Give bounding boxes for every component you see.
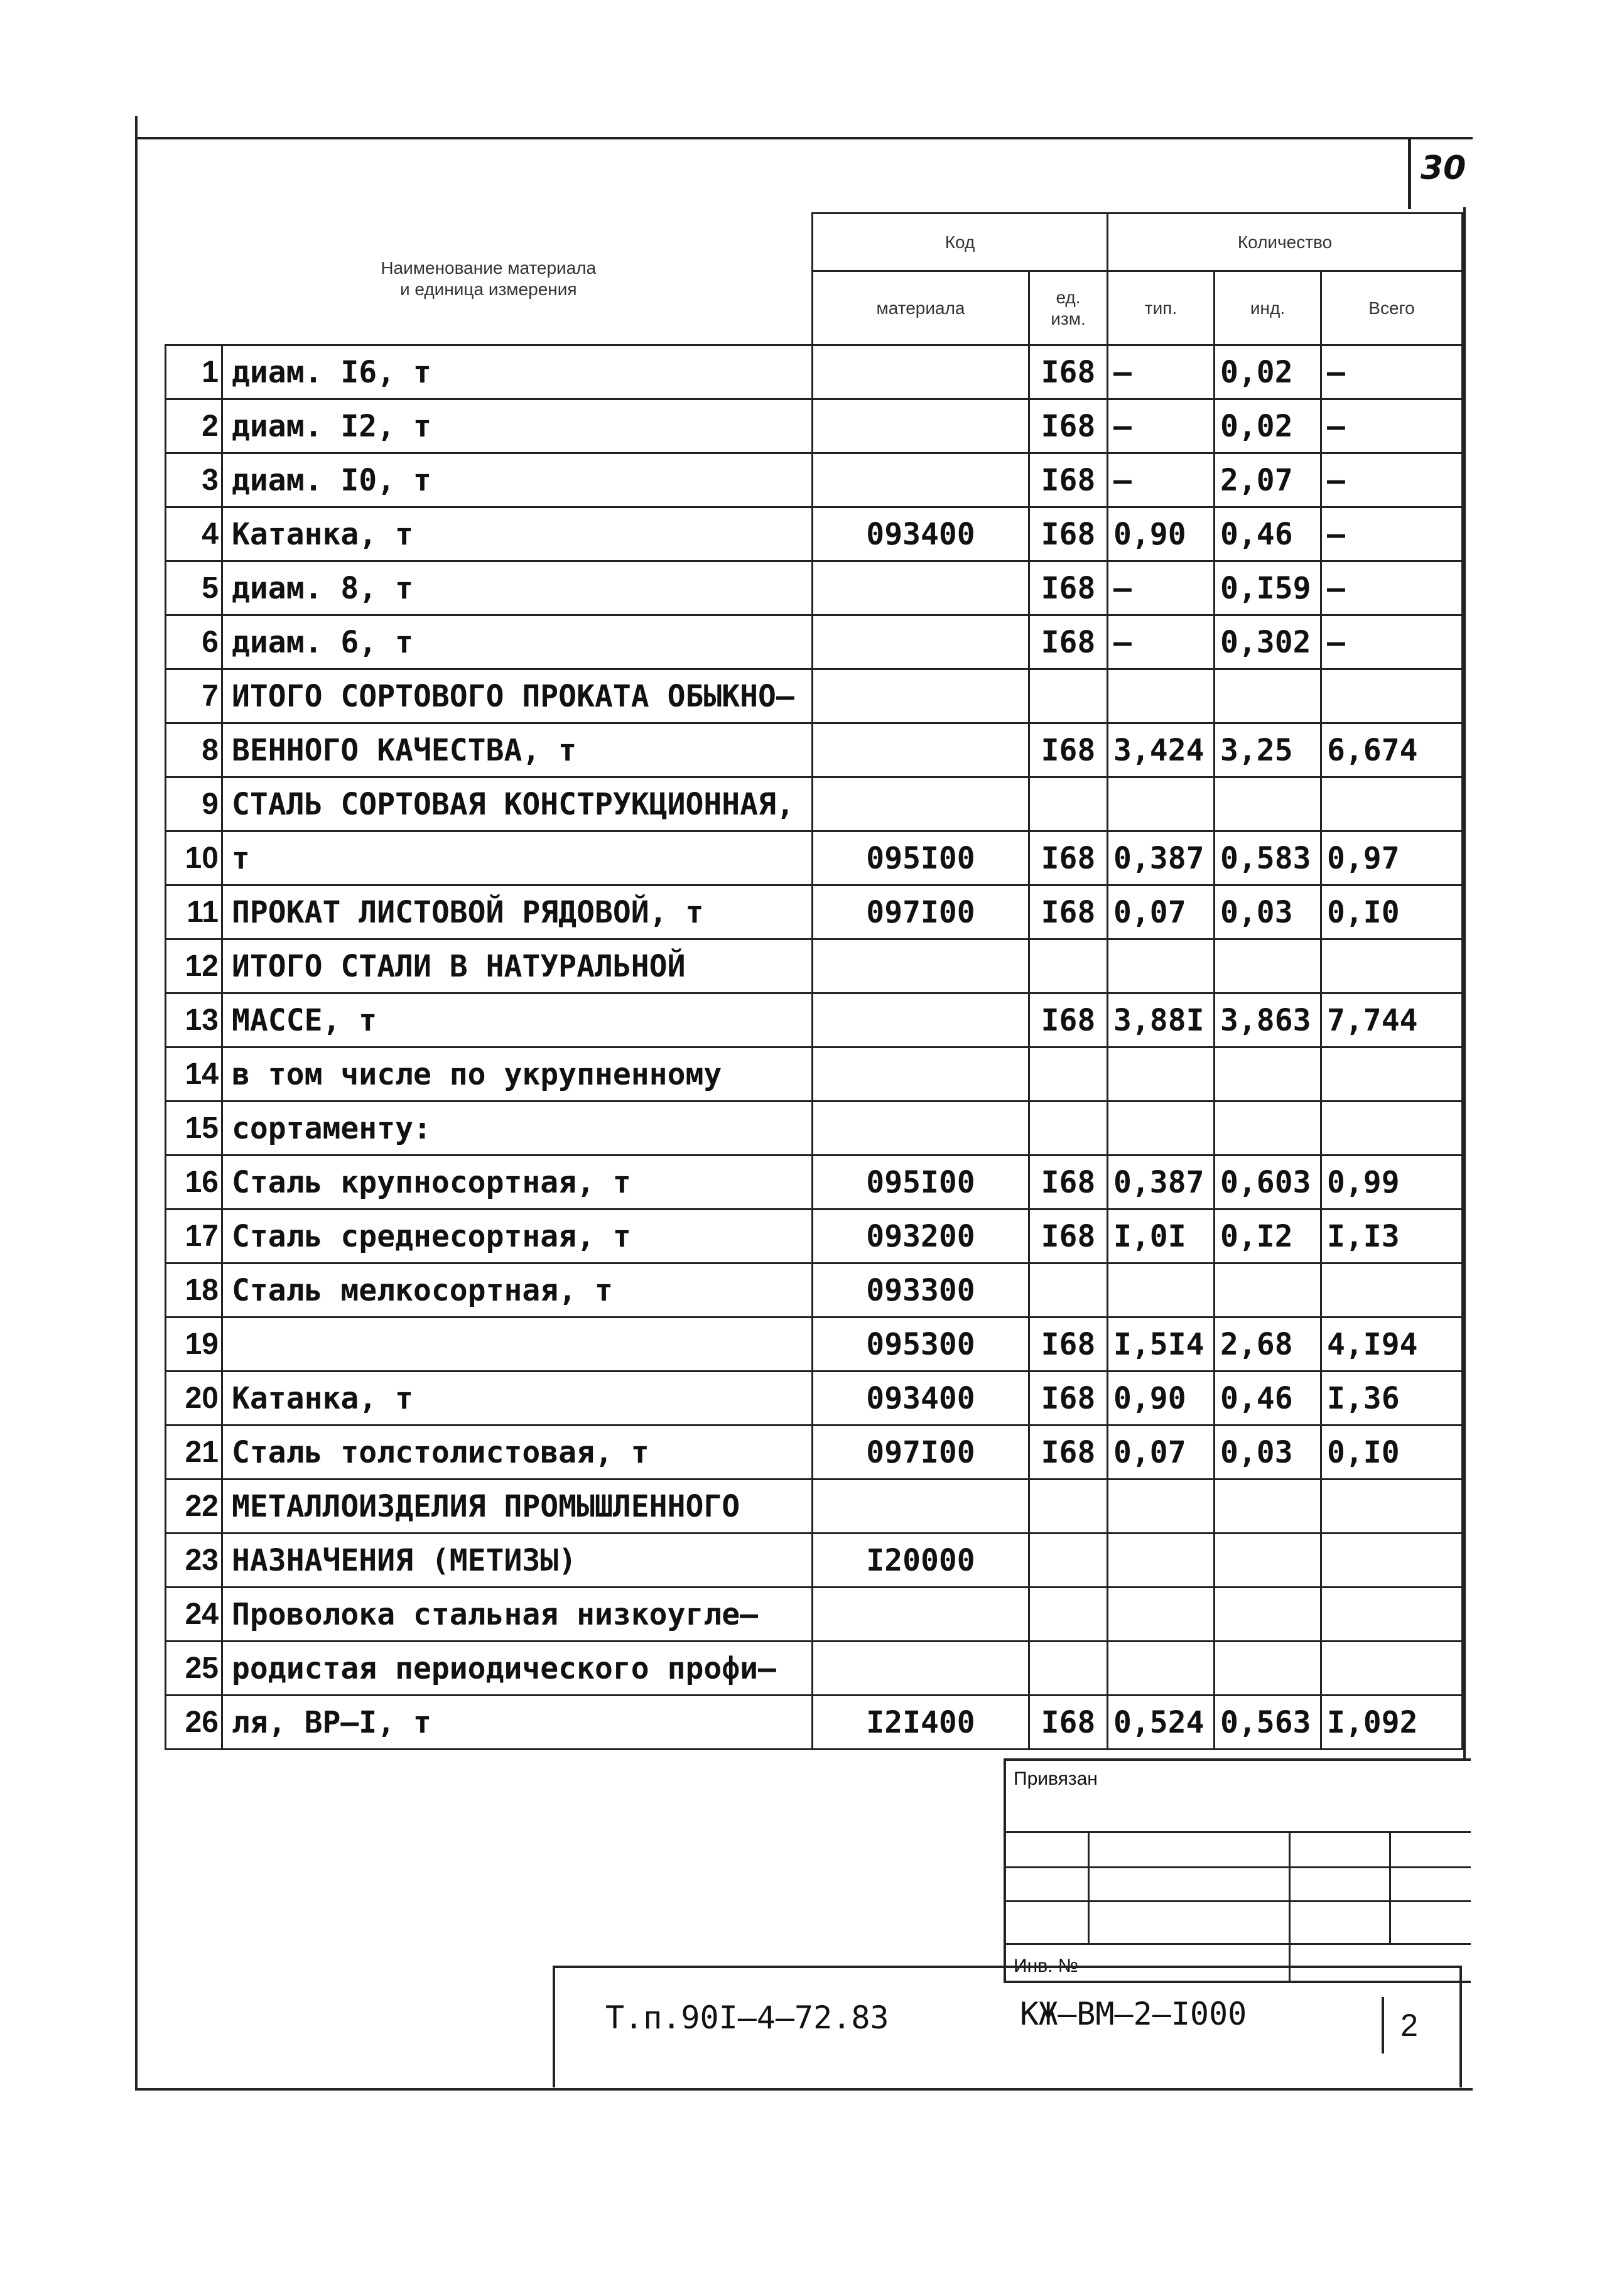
row-qty-tip: – [1108,561,1215,615]
row-unit-code [1029,939,1108,993]
table-row [166,453,1463,507]
row-name: Сталь мелкосортная, т [222,1264,813,1318]
row-name: ПРОКАТ ЛИСТОВОЙ РЯДОВОЙ, т [222,885,813,939]
binding-divider [1088,1831,1090,1943]
row-qty-tip: 3,88I [1108,993,1215,1047]
row-qty-total: 0,I0 [1321,885,1463,939]
row-name: в том числе по укрупненному [222,1047,813,1101]
binding-rule [1006,1943,1471,1945]
row-unit-code: I68 [1029,399,1108,453]
row-unit-code [1029,777,1108,831]
table-row [166,507,1463,561]
table-row [166,1318,1463,1372]
row-qty-ind [1215,1264,1321,1318]
row-number: 22 [166,1480,222,1534]
row-unit-code: I68 [1029,1426,1108,1480]
row-material-code [813,939,1029,993]
row-qty-ind: 0,603 [1215,1155,1321,1209]
table-row [166,1480,1463,1534]
row-qty-total: 0,97 [1321,831,1463,885]
row-number: 9 [166,777,222,831]
row-unit-code: I68 [1029,507,1108,561]
row-material-code [813,1642,1029,1696]
table-row [166,1155,1463,1209]
row-material-code: 095I00 [813,831,1029,885]
row-number: 14 [166,1047,222,1101]
row-qty-total: – [1321,399,1463,453]
inventory-label: Инв. № [1014,1956,1078,1976]
binding-divider [1289,1831,1291,1981]
row-unit-code [1029,1534,1108,1588]
row-unit-code [1029,1047,1108,1101]
table-row [166,939,1463,993]
row-qty-tip [1108,1642,1215,1696]
row-material-code [813,345,1029,399]
header-code-unit: ед. изм. [1029,271,1108,345]
header-name: Наименование материала и единица измерения [166,214,813,345]
row-material-code [813,669,1029,723]
row-qty-total [1321,1480,1463,1534]
row-name: диам. I0, т [222,453,813,507]
header-code: Код [813,214,1108,271]
row-material-code: 097I00 [813,1426,1029,1480]
row-name: МАССЕ, т [222,993,813,1047]
row-name: Сталь толстолистовая, т [222,1426,813,1480]
table-row [166,993,1463,1047]
row-number: 23 [166,1534,222,1588]
row-number: 3 [166,453,222,507]
row-name: Катанка, т [222,507,813,561]
header-qty-ind: инд. [1215,271,1321,345]
row-qty-total: 6,674 [1321,723,1463,777]
table-row [166,777,1463,831]
row-qty-tip [1108,1588,1215,1642]
row-unit-code: I68 [1029,993,1108,1047]
row-qty-tip: 0,387 [1108,831,1215,885]
row-qty-tip [1108,939,1215,993]
row-material-code [813,777,1029,831]
row-name: МЕТАЛЛОИЗДЕЛИЯ ПРОМЫШЛЕННОГО [222,1480,813,1534]
bottom-rule [135,2088,1473,2091]
row-number: 18 [166,1264,222,1318]
row-qty-tip: 0,524 [1108,1696,1215,1750]
row-number: 13 [166,993,222,1047]
row-qty-tip [1108,1534,1215,1588]
row-unit-code [1029,1588,1108,1642]
row-qty-ind: 2,68 [1215,1318,1321,1372]
table-row [166,561,1463,615]
table-row [166,1264,1463,1318]
row-number: 24 [166,1588,222,1642]
left-frame-line [135,116,138,2088]
row-qty-total: 0,I0 [1321,1426,1463,1480]
row-qty-tip [1108,1264,1215,1318]
row-material-code: 095300 [813,1318,1029,1372]
sheet-number: 2 [1382,1997,1434,2054]
row-number: 26 [166,1696,222,1750]
row-name: диам. I6, т [222,345,813,399]
row-name: т [222,831,813,885]
table-row [166,669,1463,723]
row-name: ИТОГО СОРТОВОГО ПРОКАТА ОБЫКНО– [222,669,813,723]
binding-box [1004,1758,1471,1983]
row-qty-ind: 0,03 [1215,1426,1321,1480]
row-qty-ind: 0,I2 [1215,1209,1321,1264]
row-qty-total: I,36 [1321,1372,1463,1426]
row-qty-ind [1215,1047,1321,1101]
row-number: 5 [166,561,222,615]
table-row [166,1209,1463,1264]
row-qty-total [1321,1534,1463,1588]
row-qty-tip: – [1108,453,1215,507]
row-name: родистая периодического профи– [222,1642,813,1696]
top-rule [135,137,1473,139]
table-row [166,1372,1463,1426]
row-name [222,1318,813,1372]
row-qty-ind: 0,02 [1215,399,1321,453]
row-name: Сталь крупносортная, т [222,1155,813,1209]
material-spec-table [165,212,1463,1750]
table-row [166,1426,1463,1480]
row-qty-ind: 0,03 [1215,885,1321,939]
table-row [166,1642,1463,1696]
row-name: Сталь среднесортная, т [222,1209,813,1264]
row-number: 7 [166,669,222,723]
row-material-code [813,1480,1029,1534]
table-row [166,831,1463,885]
row-unit-code: I68 [1029,1155,1108,1209]
row-qty-ind [1215,1534,1321,1588]
row-qty-total: 0,99 [1321,1155,1463,1209]
row-qty-total: I,092 [1321,1696,1463,1750]
row-qty-tip: 0,07 [1108,1426,1215,1480]
row-material-code: 093300 [813,1264,1029,1318]
row-unit-code: I68 [1029,1209,1108,1264]
row-qty-total [1321,777,1463,831]
table-row [166,399,1463,453]
row-material-code: I2I400 [813,1696,1029,1750]
row-qty-total [1321,939,1463,993]
row-number: 17 [166,1209,222,1264]
row-material-code: 093400 [813,507,1029,561]
row-qty-ind: 0,02 [1215,345,1321,399]
row-qty-ind: 0,I59 [1215,561,1321,615]
row-qty-total: – [1321,507,1463,561]
row-number: 10 [166,831,222,885]
row-number: 1 [166,345,222,399]
row-qty-ind: 3,863 [1215,993,1321,1047]
row-material-code: I20000 [813,1534,1029,1588]
row-qty-tip [1108,1047,1215,1101]
row-qty-ind: 0,46 [1215,507,1321,561]
binding-divider [1389,1831,1391,1943]
table-row [166,1534,1463,1588]
row-material-code [813,1101,1029,1155]
table-row [166,723,1463,777]
row-name: Катанка, т [222,1372,813,1426]
row-number: 19 [166,1318,222,1372]
row-number: 25 [166,1642,222,1696]
row-qty-tip [1108,1480,1215,1534]
row-material-code [813,453,1029,507]
row-material-code [813,1588,1029,1642]
table-row [166,1047,1463,1101]
row-qty-ind [1215,1642,1321,1696]
row-unit-code [1029,1480,1108,1534]
doc-code: Т.п.90I–4–72.83 [605,1999,889,2036]
binding-label: Привязан [1014,1768,1098,1789]
row-qty-total: – [1321,561,1463,615]
row-qty-ind [1215,1101,1321,1155]
header-qty-total: Всего [1321,271,1463,345]
row-unit-code [1029,1642,1108,1696]
row-material-code [813,615,1029,669]
row-material-code [813,399,1029,453]
row-material-code: 095I00 [813,1155,1029,1209]
row-unit-code [1029,1264,1108,1318]
table-row [166,345,1463,399]
row-name: диам. I2, т [222,399,813,453]
row-qty-tip: I,0I [1108,1209,1215,1264]
row-qty-ind: 0,302 [1215,615,1321,669]
row-unit-code: I68 [1029,345,1108,399]
row-qty-ind [1215,1480,1321,1534]
row-number: 8 [166,723,222,777]
row-unit-code: I68 [1029,831,1108,885]
row-qty-total: I,I3 [1321,1209,1463,1264]
page-number-divider [1408,137,1411,209]
row-qty-tip: – [1108,615,1215,669]
row-qty-tip: 0,387 [1108,1155,1215,1209]
row-qty-total [1321,669,1463,723]
row-qty-ind [1215,939,1321,993]
header-quantity: Количество [1108,214,1463,271]
row-qty-tip: – [1108,399,1215,453]
row-qty-tip: 0,90 [1108,1372,1215,1426]
header-qty-tip: тип. [1108,271,1215,345]
row-unit-code: I68 [1029,1372,1108,1426]
row-name: диам. 6, т [222,615,813,669]
row-material-code [813,561,1029,615]
row-qty-ind: 0,583 [1215,831,1321,885]
row-unit-code [1029,1101,1108,1155]
row-number: 4 [166,507,222,561]
row-number: 16 [166,1155,222,1209]
row-qty-ind: 2,07 [1215,453,1321,507]
row-qty-total: – [1321,345,1463,399]
row-qty-ind: 3,25 [1215,723,1321,777]
row-number: 21 [166,1426,222,1480]
row-material-code [813,723,1029,777]
header-code-material: материала [813,271,1029,345]
page-number: 30 [1421,149,1466,187]
row-qty-total [1321,1642,1463,1696]
row-unit-code: I68 [1029,453,1108,507]
row-qty-tip: 0,07 [1108,885,1215,939]
row-name: Проволока стальная низкоугле– [222,1588,813,1642]
row-name: сортаменту: [222,1101,813,1155]
row-qty-total [1321,1588,1463,1642]
row-material-code: 093400 [813,1372,1029,1426]
row-qty-ind: 0,563 [1215,1696,1321,1750]
table-row [166,1101,1463,1155]
row-unit-code: I68 [1029,1696,1108,1750]
row-name: ля, ВР–I, т [222,1696,813,1750]
row-qty-total: 4,I94 [1321,1318,1463,1372]
row-qty-tip: 3,424 [1108,723,1215,777]
binding-rule [1006,1866,1471,1868]
row-qty-total: – [1321,615,1463,669]
row-qty-total [1321,1101,1463,1155]
binding-rule [1006,1831,1471,1833]
row-unit-code: I68 [1029,885,1108,939]
table-row [166,1588,1463,1642]
row-qty-total: 7,744 [1321,993,1463,1047]
row-qty-ind [1215,1588,1321,1642]
row-material-code [813,1047,1029,1101]
table-row [166,1696,1463,1750]
row-qty-ind: 0,46 [1215,1372,1321,1426]
title-block [553,1966,1462,2087]
row-name: ИТОГО СТАЛИ В НАТУРАЛЬНОЙ [222,939,813,993]
sheet-code: КЖ–ВМ–2–I000 [1020,1996,1247,2032]
row-unit-code [1029,669,1108,723]
row-number: 6 [166,615,222,669]
right-frame-line [1463,207,1466,1758]
row-qty-tip [1108,777,1215,831]
row-unit-code: I68 [1029,561,1108,615]
row-qty-tip: 0,90 [1108,507,1215,561]
row-qty-tip: – [1108,345,1215,399]
row-material-code: 093200 [813,1209,1029,1264]
row-number: 11 [166,885,222,939]
row-number: 20 [166,1372,222,1426]
row-name: диам. 8, т [222,561,813,615]
row-number: 15 [166,1101,222,1155]
table-row [166,615,1463,669]
row-qty-tip [1108,1101,1215,1155]
row-qty-ind [1215,669,1321,723]
row-qty-total [1321,1264,1463,1318]
row-qty-total [1321,1047,1463,1101]
row-unit-code: I68 [1029,1318,1108,1372]
row-name: СТАЛЬ СОРТОВАЯ КОНСТРУКЦИОННАЯ, [222,777,813,831]
table-row [166,885,1463,939]
row-qty-total: – [1321,453,1463,507]
row-unit-code: I68 [1029,723,1108,777]
row-material-code [813,993,1029,1047]
row-unit-code: I68 [1029,615,1108,669]
row-material-code: 097I00 [813,885,1029,939]
row-number: 2 [166,399,222,453]
row-name: ВЕННОГО КАЧЕСТВА, т [222,723,813,777]
row-number: 12 [166,939,222,993]
row-name: НАЗНАЧЕНИЯ (МЕТИЗЫ) [222,1534,813,1588]
row-qty-tip [1108,669,1215,723]
row-qty-tip: I,5I4 [1108,1318,1215,1372]
binding-rule [1006,1900,1471,1902]
row-qty-ind [1215,777,1321,831]
